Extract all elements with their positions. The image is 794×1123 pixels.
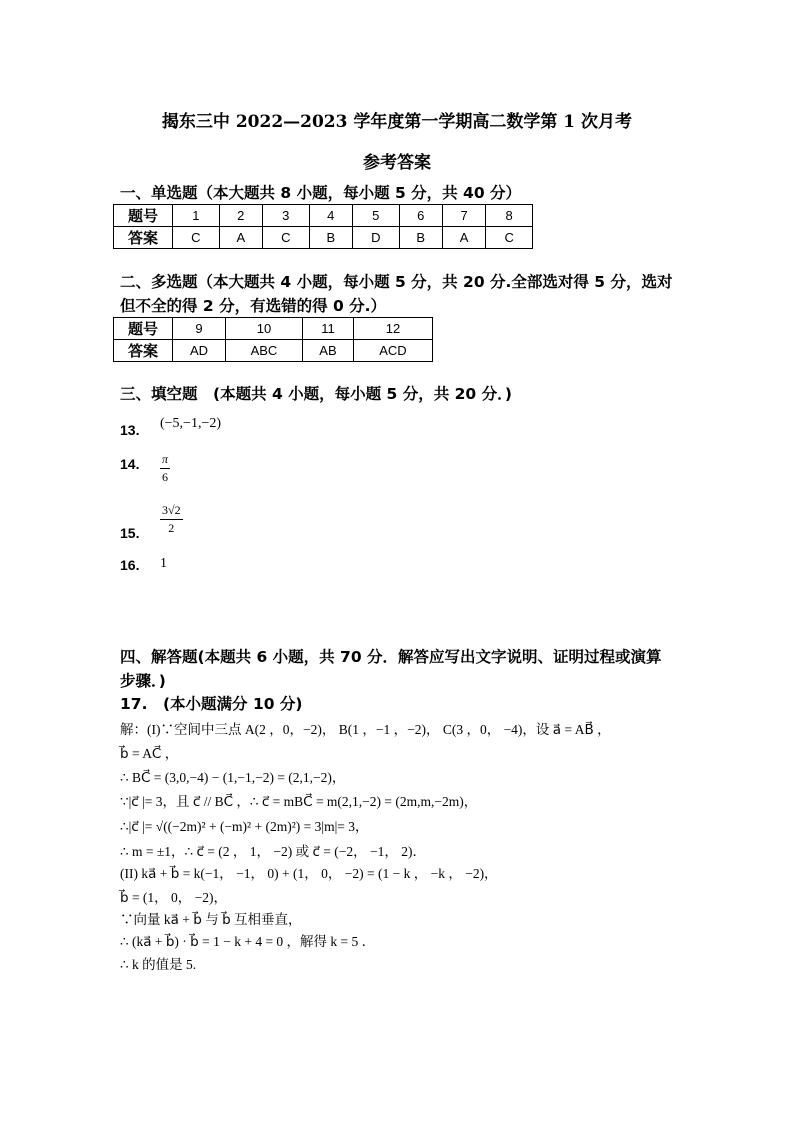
solution-line: b⃗ = AC⃗ ， [120,746,179,761]
table-cell: ACD [353,340,432,362]
q14-answer-fraction [160,452,170,485]
table-row-answers [114,227,533,249]
solution-line: ∴|c⃗ |= √((−2m)² + (−m)² + (2m)²) = 3|m|= 3， [120,819,369,834]
multi-choice-answer-table [113,317,433,362]
section2-heading-line2: 但不全的得 2 分，有选错的得 0 分.） [120,297,387,315]
table-cell: C [173,227,220,249]
solution-line: 解：(I)∵空间中三点 A(2 ，0，−2)， B(1 ，−1 ，−2)， C(3 ，0， −4)，设 a⃗ = AB⃗ ， [120,722,611,737]
table-cell: 7 [442,205,485,227]
table-row-numbers [114,205,533,227]
solution-line: ∴ (ka⃗ + b⃗) · b⃗ = 1 − k + 4 = 0 ，解得 k = 5 ． [120,934,376,949]
row-label-number: 题号 [114,318,173,340]
q16-answer: 1 [160,556,167,571]
table-cell: 9 [173,318,226,340]
table-cell: C [262,227,309,249]
q15-answer-fraction [160,503,183,536]
table-cell: 6 [399,205,442,227]
table-cell: 12 [353,318,432,340]
solution-line: ∵|c⃗ |= 3，且 c⃗ // BC⃗ ，∴ c⃗ = mBC⃗ = m(2,1,−2) = (2m,m,−2m)， [120,794,478,809]
table-cell: 8 [486,205,533,227]
solution-line: ∴ m = ±1，∴ c⃗ = (2 ， 1， −2) 或 c⃗ = (−2， −1， 2)． [120,844,426,859]
q15-number: 15. [120,525,140,541]
table-cell: B [309,227,352,249]
solution-line: ∴ k 的值是 5. [120,957,197,972]
q15-denominator: 2 [168,521,175,535]
page-subtitle: 参考答案 [363,153,431,173]
q13-answer: (−5,−1,−2) [160,416,222,431]
table-cell: C [486,227,533,249]
solution-line: ∵向量 ka⃗ + b⃗ 与 b⃗ 互相垂直， [120,912,302,927]
section2-heading-line1: 二、多选题（本大题共 4 小题，每小题 5 分，共 20 分.全部选对得 5 分，选对 [120,273,673,291]
q14-numerator: π [160,452,170,469]
table-row-numbers [114,318,433,340]
solution-line: ∴ BC⃗ = (3,0,−4) − (1,−1,−2) = (2,1,−2)， [120,770,346,785]
section3-heading: 三、填空题 (本题共 4 小题，每小题 5 分，共 20 分．) [120,385,512,403]
q13-number: 13. [120,422,140,438]
table-cell: 4 [309,205,352,227]
table-cell: 3 [262,205,309,227]
table-cell: 11 [302,318,353,340]
table-cell: A [442,227,485,249]
table-cell: 5 [352,205,399,227]
table-cell: B [399,227,442,249]
q16-number: 16. [120,557,140,573]
table-row-answers [114,340,433,362]
page-title: 揭东三中 2022—2023 学年度第一学期高二数学第 1 次月考 [161,112,633,132]
table-cell: ABC [225,340,302,362]
solution-line: (II) ka⃗ + b⃗ = k(−1， −1， 0) + (1， 0， −2) = (1 − k ， −k ， −2)， [120,866,498,881]
q17-title: 17. (本小题满分 10 分) [120,695,303,713]
section4-heading-line1: 四、解答题(本题共 6 小题，共 70 分．解答应写出文字说明、证明过程或演算 [120,648,662,666]
q14-denominator: 6 [162,470,168,484]
table-cell: 1 [173,205,220,227]
table-cell: D [352,227,399,249]
table-cell: AD [173,340,226,362]
solution-line: b⃗ = (1， 0， −2)， [120,890,228,905]
table-cell: 10 [225,318,302,340]
table-cell: AB [302,340,353,362]
q15-numerator: 3√2 [160,503,183,520]
row-label-answer: 答案 [114,340,173,362]
row-label-answer: 答案 [114,227,173,249]
single-choice-answer-table [113,204,533,249]
q14-number: 14. [120,456,140,472]
table-cell: A [219,227,262,249]
section1-heading: 一、单选题（本大题共 8 小题，每小题 5 分，共 40 分） [120,184,522,202]
row-label-number: 题号 [114,205,173,227]
section4-heading-line2: 步骤．) [120,672,166,690]
table-cell: 2 [219,205,262,227]
